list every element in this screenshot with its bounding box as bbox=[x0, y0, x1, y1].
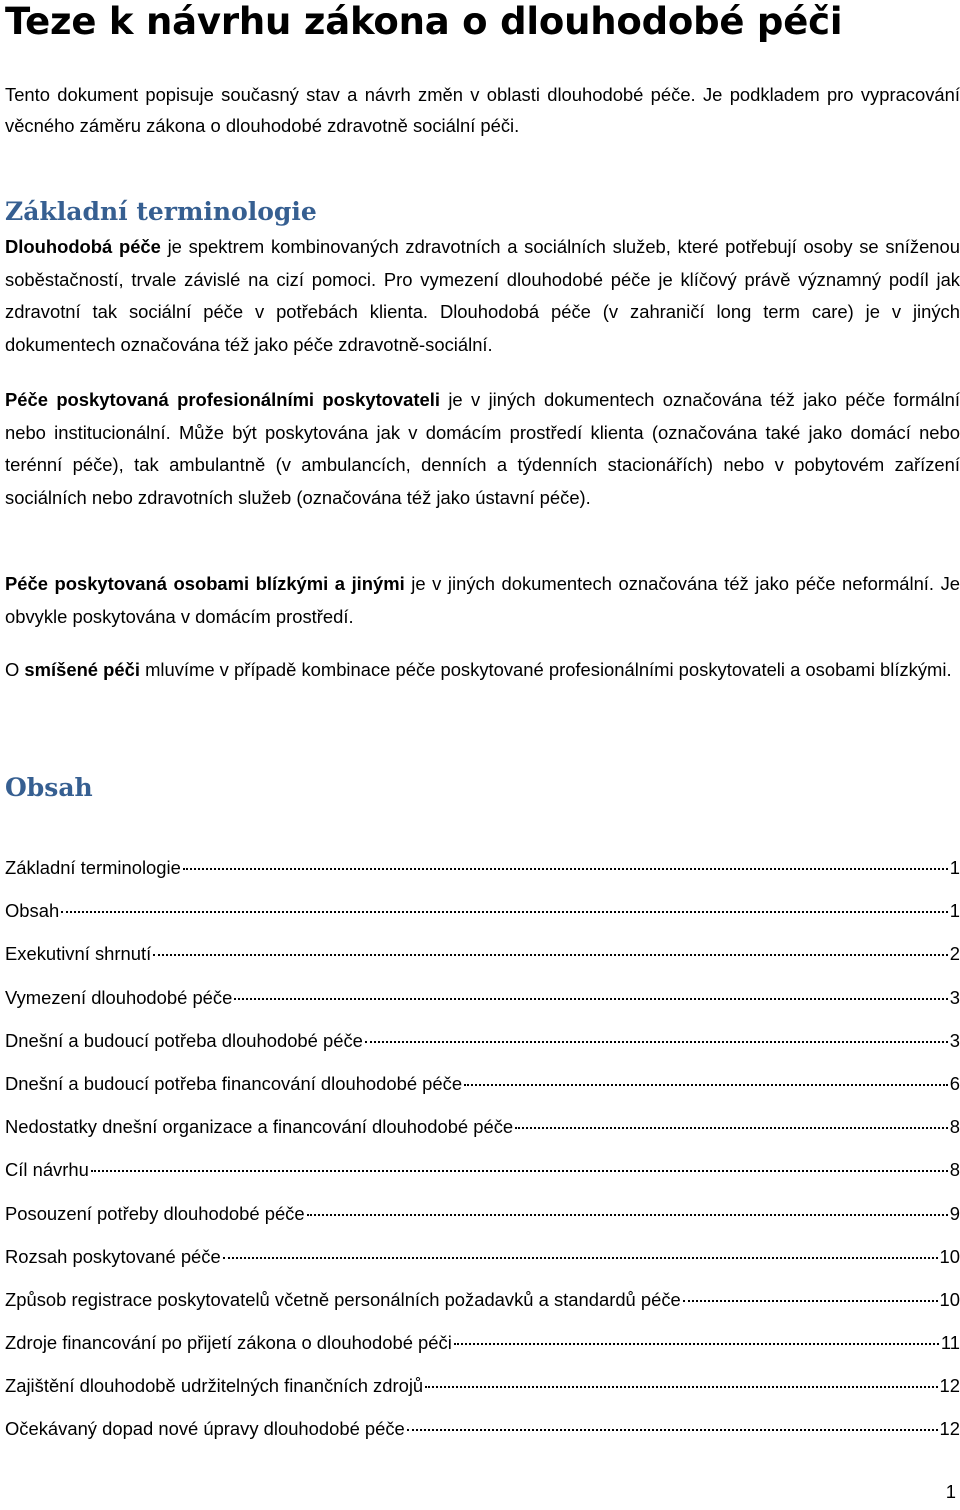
toc-entry-page[interactable]: 12 bbox=[939, 1375, 960, 1397]
toc-dot-leader bbox=[454, 1343, 939, 1345]
toc-entry[interactable] bbox=[5, 1370, 960, 1413]
toc-dot-leader bbox=[464, 1084, 948, 1086]
toc-entry[interactable] bbox=[5, 1154, 960, 1197]
term-long-term-care: Dlouhodobá péče bbox=[5, 236, 161, 257]
paragraph-text: je v jiných dokumentech označována též jako péče formální nebo institucionální. Může být poskytována jak v domácím prostředí klienta (označována také jako domácí nebo terénní péče), tak ambulantně (v ambulancích, denních a týdenních stacionářích) nebo v pobytovém zařízení sociálních nebo zdravotních služeb (označována též jako ústavní péče). bbox=[5, 389, 960, 508]
toc-entry-title[interactable]: Zdroje financování po přijetí zákona o dlouhodobé péči bbox=[5, 1332, 452, 1354]
toc-dot-leader bbox=[153, 954, 948, 956]
paragraph-text: mluvíme v případě kombinace péče poskytované profesionálními poskytovateli a osobami blízkými. bbox=[139, 659, 952, 680]
toc-entry-page[interactable]: 2 bbox=[949, 943, 960, 965]
toc-entry-title[interactable]: Cíl návrhu bbox=[5, 1159, 89, 1181]
toc-entry[interactable] bbox=[5, 1241, 960, 1284]
toc-entry-page[interactable]: 10 bbox=[939, 1288, 960, 1310]
toc-dot-leader bbox=[425, 1386, 937, 1388]
toc-entry-page[interactable]: 11 bbox=[940, 1332, 960, 1354]
intro-paragraph: Tento dokument popisuje současný stav a návrh změn v oblasti dlouhodobé péče. Je podkladem pro vypracování věcného záměru zákona o dlouhodobé zdravotně sociální péči. bbox=[5, 84, 960, 136]
section-heading-terminology: Základní terminologie bbox=[5, 197, 317, 226]
paragraph-formal-care bbox=[5, 384, 960, 514]
term-mixed-care: smíšené péči bbox=[24, 659, 140, 680]
toc-entry-page[interactable]: 9 bbox=[949, 1202, 960, 1224]
toc-entry-page[interactable]: 8 bbox=[949, 1116, 960, 1138]
toc-entry-page[interactable]: 12 bbox=[939, 1418, 960, 1440]
toc-entry[interactable] bbox=[5, 1413, 960, 1456]
toc-entry[interactable] bbox=[5, 852, 960, 895]
paragraph-text: Dlouhodobá péče (v zahraničí long term care) je v jiných dokumentech označována též jako péče zdravotně-sociální. bbox=[5, 301, 960, 355]
toc-entry-title[interactable]: Posouzení potřeby dlouhodobé péče bbox=[5, 1202, 305, 1224]
toc-entry[interactable] bbox=[5, 895, 960, 938]
toc-entry-title[interactable]: Obsah bbox=[5, 900, 60, 922]
toc-dot-leader bbox=[234, 998, 947, 1000]
toc-entry-page[interactable]: 3 bbox=[949, 986, 960, 1008]
toc-dot-leader bbox=[365, 1041, 948, 1043]
toc-entry-title[interactable]: Nedostatky dnešní organizace a financování dlouhodobé péče bbox=[5, 1116, 514, 1138]
toc-entry[interactable] bbox=[5, 1284, 960, 1327]
toc-entry-page[interactable]: 1 bbox=[949, 900, 960, 922]
paragraph-long-term-care bbox=[5, 231, 960, 361]
toc-entry-title[interactable]: Vymezení dlouhodobé péče bbox=[5, 986, 233, 1008]
page-number: 1 bbox=[945, 1481, 956, 1502]
toc-entry-page[interactable]: 10 bbox=[939, 1245, 960, 1267]
toc-entry-title[interactable]: Dnešní a budoucí potřeba dlouhodobé péče bbox=[5, 1029, 363, 1051]
table-of-contents bbox=[5, 852, 960, 1457]
term-formal-care: Péče poskytovaná profesionálními poskytovateli bbox=[5, 389, 440, 410]
toc-entry-title[interactable]: Dnešní a budoucí potřeba financování dlouhodobé péče bbox=[5, 1072, 463, 1094]
toc-entry[interactable] bbox=[5, 1198, 960, 1241]
toc-entry-title[interactable]: Exekutivní shrnutí bbox=[5, 943, 152, 965]
toc-entry-page[interactable]: 1 bbox=[949, 857, 960, 878]
paragraph-text: O bbox=[5, 659, 25, 680]
toc-entry-page[interactable]: 8 bbox=[949, 1159, 960, 1181]
toc-entry-title[interactable]: Rozsah poskytované péče bbox=[5, 1245, 221, 1267]
toc-entry-title[interactable]: Způsob registrace poskytovatelů včetně personálních požadavků a standardů péče bbox=[5, 1288, 681, 1310]
toc-entry[interactable] bbox=[5, 1025, 960, 1068]
toc-dot-leader bbox=[183, 868, 948, 870]
toc-dot-leader bbox=[683, 1300, 938, 1302]
toc-dot-leader bbox=[307, 1214, 948, 1216]
toc-entry[interactable] bbox=[5, 938, 960, 981]
toc-entry[interactable] bbox=[5, 1068, 960, 1111]
paragraph-text: je spektrem kombinovaných zdravotních a sociálních služeb, které potřebují osoby se sníženou soběstačností, trvale závislé na cizí pomoci. Pro vymezení dlouhodobé péče je klíčový právě významný podíl jak zdravotní tak sociální péče v potřebách klienta. bbox=[5, 236, 960, 322]
toc-entry[interactable] bbox=[5, 1327, 960, 1370]
toc-dot-leader bbox=[61, 911, 948, 913]
document-title: Teze k návrhu zákona o dlouhodobé péči bbox=[5, 0, 843, 43]
toc-dot-leader bbox=[407, 1429, 938, 1431]
toc-entry[interactable] bbox=[5, 982, 960, 1025]
toc-entry-page[interactable]: 3 bbox=[949, 1029, 960, 1051]
section-heading-contents: Obsah bbox=[5, 773, 93, 802]
toc-entry-page[interactable]: 6 bbox=[949, 1072, 960, 1094]
toc-entry[interactable] bbox=[5, 1111, 960, 1154]
toc-dot-leader bbox=[515, 1127, 948, 1129]
paragraph-informal-care bbox=[5, 568, 960, 633]
paragraph-mixed-care bbox=[5, 654, 960, 687]
toc-entry-title[interactable]: Zajištění dlouhodobě udržitelných finančních zdrojů bbox=[5, 1375, 424, 1397]
toc-entry-title[interactable]: Očekávaný dopad nové úpravy dlouhodobé péče bbox=[5, 1418, 405, 1440]
term-informal-care: Péče poskytovaná osobami blízkými a jinými bbox=[5, 573, 405, 594]
toc-entry-title[interactable]: Základní terminologie bbox=[5, 857, 181, 878]
toc-dot-leader bbox=[223, 1257, 938, 1259]
toc-dot-leader bbox=[91, 1170, 948, 1172]
paragraph-text: je v jiných dokumentech označována též jako péče neformální. Je obvykle poskytována v domácím prostředí. bbox=[5, 573, 960, 627]
